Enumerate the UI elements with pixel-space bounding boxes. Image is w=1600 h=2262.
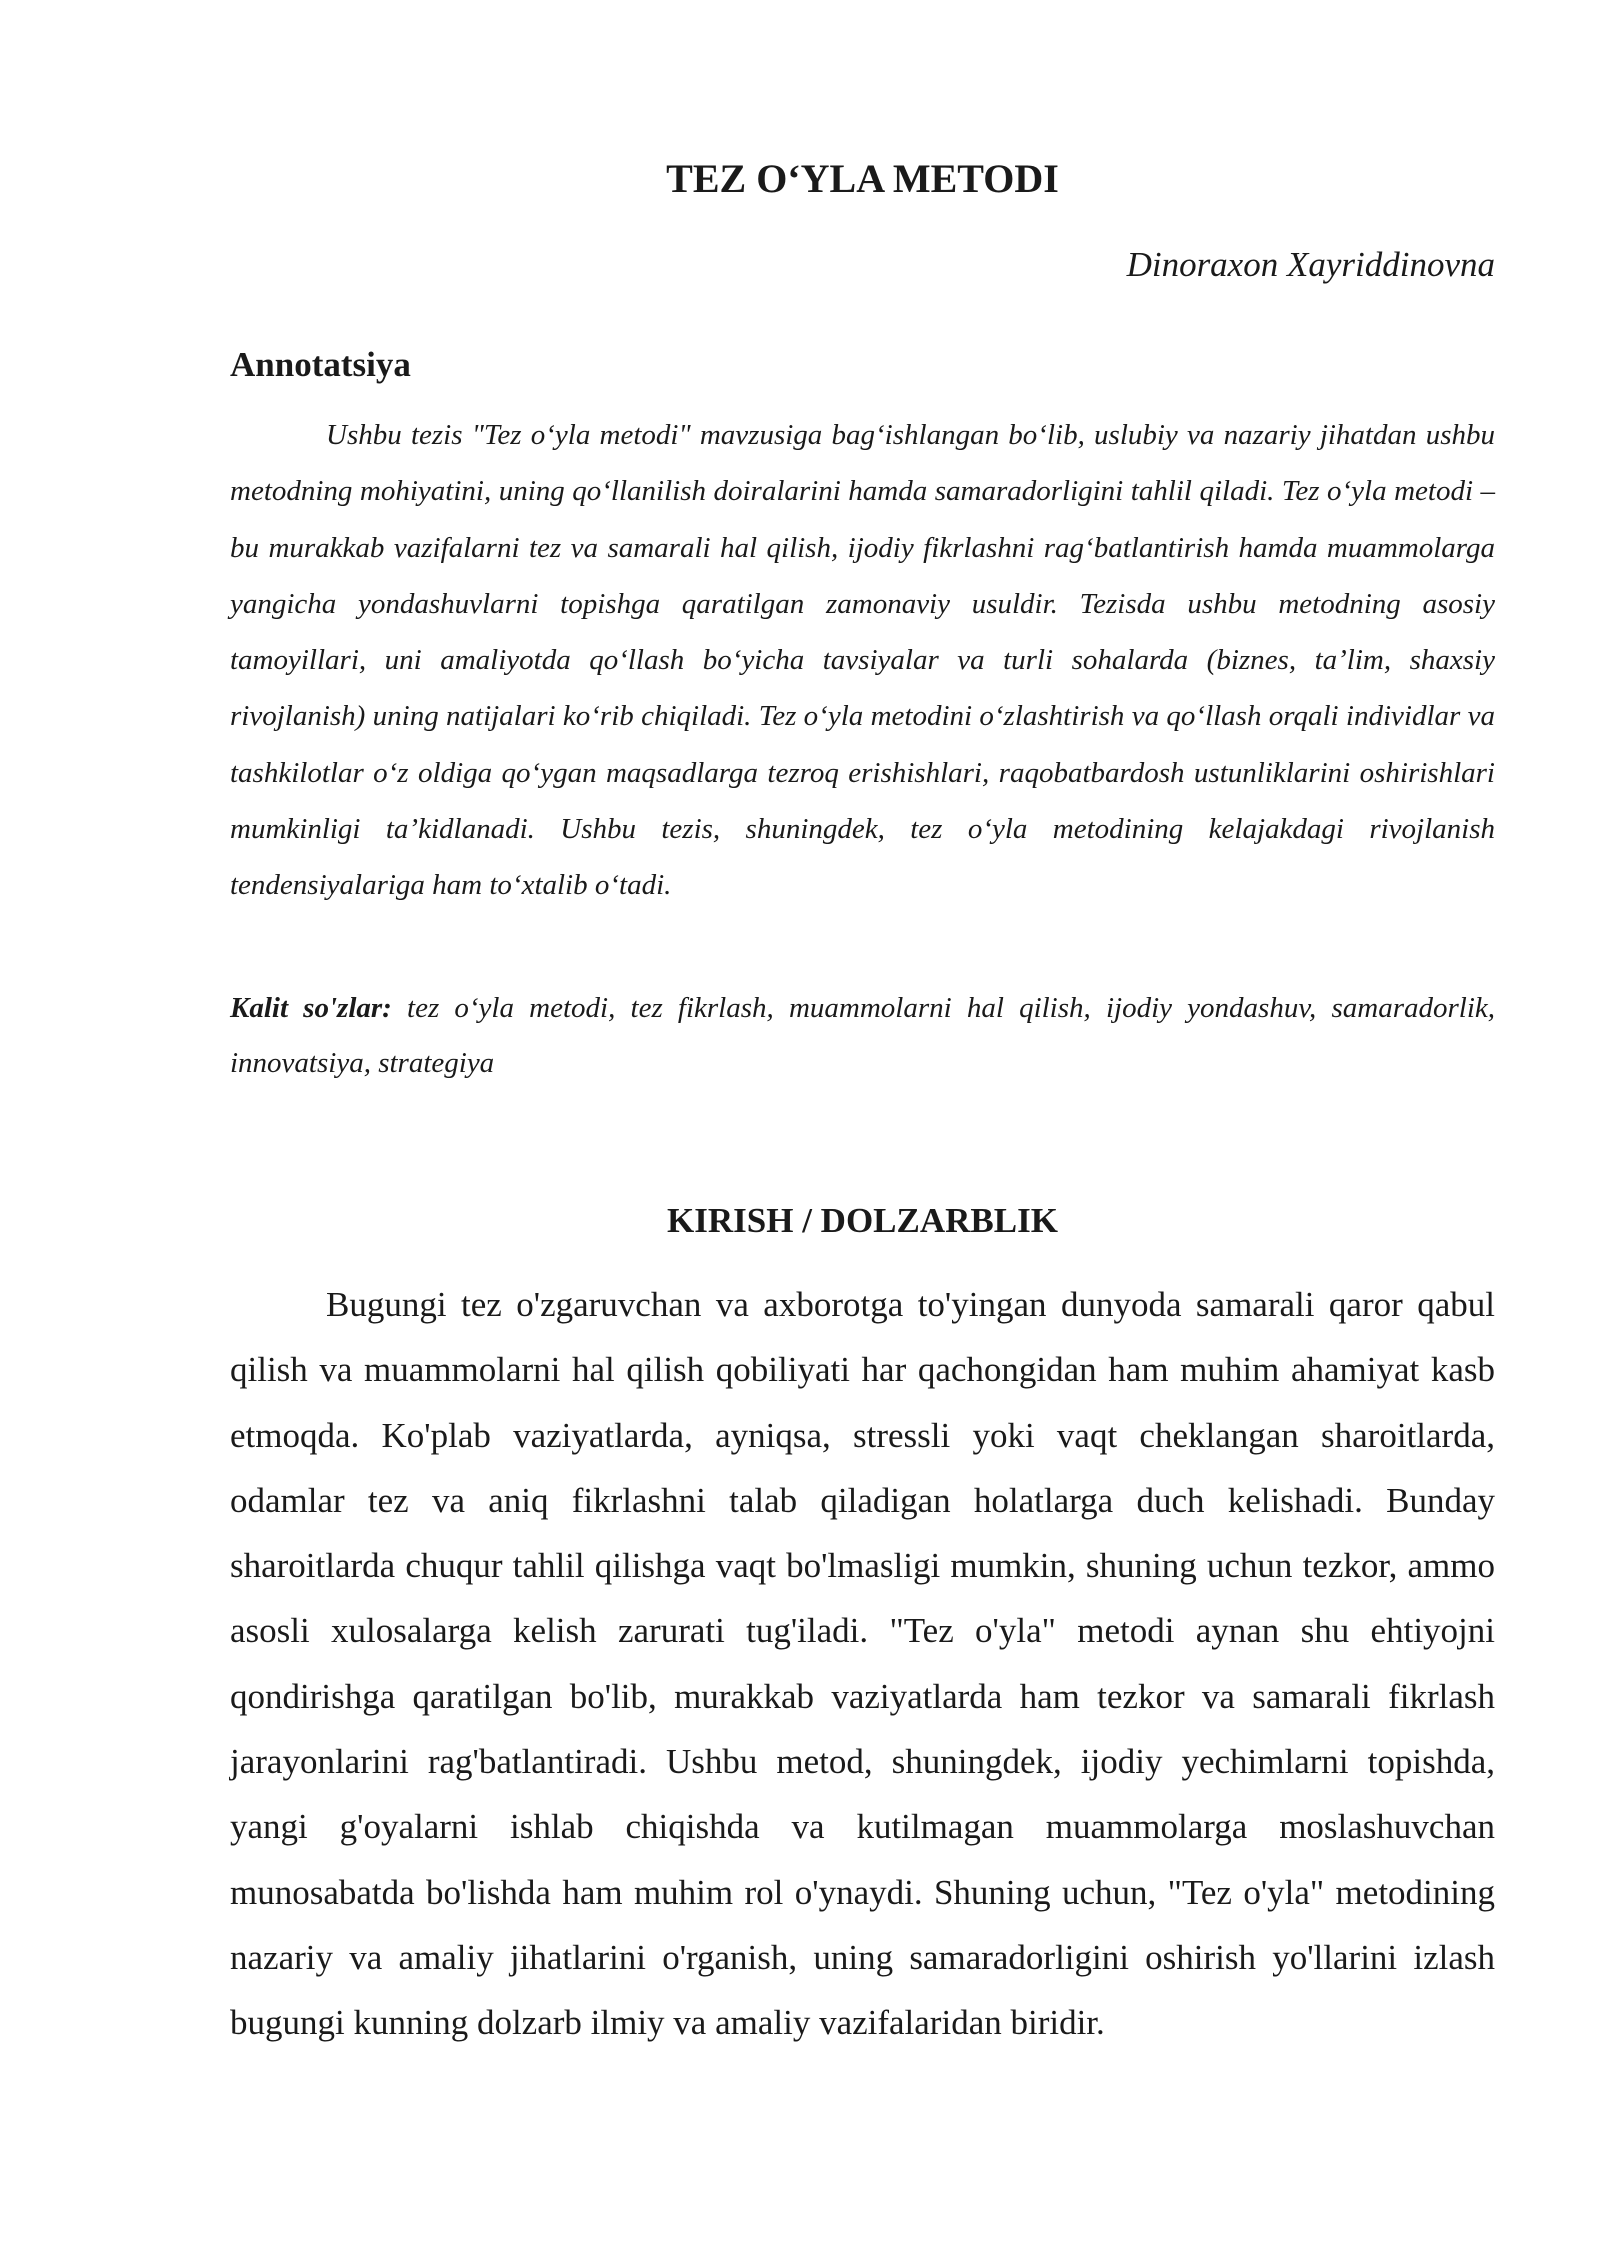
intro-paragraph: Bugungi tez o'zgaruvchan va axborotga to'yingan dunyoda samarali qaror qabul qilish va muammolarni hal qilish qobiliyati har qachongidan ham muhim ahamiyat kasb etmoqda. Ko'plab vaziyatlarda, ayniqsa, stressli yoki vaqt cheklangan sharoitlarda, odamlar tez va aniq fikrlashni talab qiladigan holatlarga duch kelishadi. Bunday sharoitlarda chuqur tahlil qilishga vaqt bo'lmasligi mumkin, shuning uchun tezkor, ammo asosli xulosalarga kelish zarurati tug'iladi. "Tez o'yla" metodi aynan shu ehtiyojni qondirishga qaratilgan bo'lib, murakkab vaziyatlarda ham tezkor va samarali fikrlash jarayonlarini rag'batlantiradi. Ushbu metod, shuningdek, ijodiy yechimlarni topishda, yangi g'oyalarni ishlab chiqishda va kutilmagan muammolarga moslashuvchan munosabatda bo'lishda ham muhim rol o'ynaydi. Shuning uchun, "Tez o'yla" metodining nazariy va amaliy jihatlarini o'rganish, uning samaradorligini oshirish yo'llarini izlash bugungi kunning dolzarb ilmiy va amaliy vazifalaridan biridir. — [230, 1285, 1495, 2043]
keywords-label: Kalit so'zlar: — [230, 992, 392, 1024]
keywords-list: tez o‘yla metodi, tez fikrlash, muammolarni hal qilish, ijodiy yondashuv, samaradorlik, innovatsiya, strategiya — [230, 992, 1496, 1079]
document-title: TEZ O‘YLA METODI — [666, 156, 1059, 201]
author-name: Dinoraxon Xayriddinovna — [1126, 245, 1495, 284]
intro-heading: KIRISH / DOLZARBLIK — [667, 1201, 1058, 1240]
annotation-heading: Annotatsiya — [230, 345, 411, 384]
keywords-paragraph — [230, 981, 1495, 1091]
annotation-paragraph: Ushbu tezis "Tez o‘yla metodi" mavzusiga bag‘ishlangan bo‘lib, uslubiy va nazariy jihatdan ushbu metodning mohiyatini, uning qo‘llanilish doiralarini hamda samaradorligini tahlil qiladi. Tez o‘yla metodi – bu murakkab vazifalarni tez va samarali hal qilish, ijodiy fikrlashni rag‘batlantirish hamda muammolarga yangicha yondashuvlarni topishga qaratilgan zamonaviy usuldir. Tezisda ushbu metodning asosiy tamoyillari, uni amaliyotda qo‘llash bo‘yicha tavsiyalar va turli sohalarda (biznes, ta’lim, shaxsiy rivojlanish) uning natijalari ko‘rib chiqiladi. Tez o‘yla metodini o‘zlashtirish va qo‘llash orqali individlar va tashkilotlar o‘z oldiga qo‘ygan maqsadlarga tezroq erishishlari, raqobatbardosh ustunliklarini oshirishlari mumkinligi ta’kidlanadi. Ushbu tezis, shuningdek, tez o‘yla metodining kelajakdagi rivojlanish tendensiyalariga ham to‘xtalib o‘tadi. — [230, 419, 1495, 902]
